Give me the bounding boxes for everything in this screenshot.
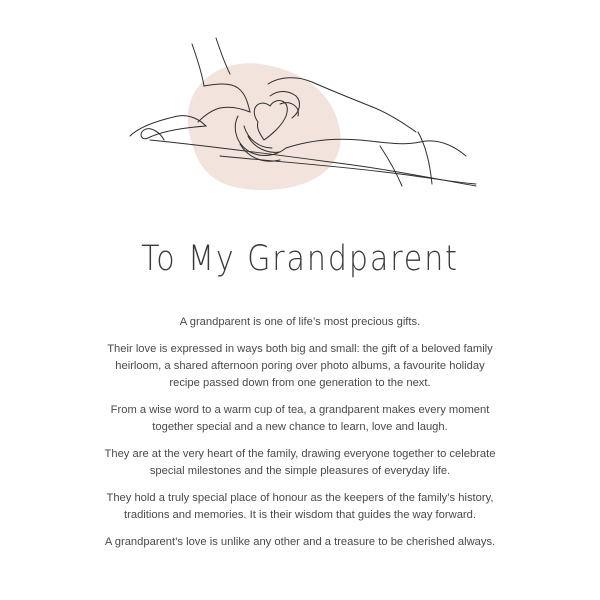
- body-text: [100, 314, 500, 561]
- page-title: To My Grandparent: [141, 239, 459, 279]
- paragraph: Their love is expressed in ways both big and small: the gift of a beloved family heirloom, a shared afternoon poring over photo albums, a favourite holiday recipe passed down from one generation to the next.: [107, 343, 493, 389]
- paragraph: They are at the very heart of the family, drawing everyone together to celebrate special milestones and the simple pleasures of everyday life.: [104, 448, 496, 477]
- blush-blob: [188, 63, 341, 190]
- right-sleeve-line: [380, 132, 432, 186]
- paragraph: A grandparent’s love is unlike any other and a treasure to be cherished always.: [104, 536, 496, 548]
- paragraph: They hold a truly special place of honour as the keepers of the family’s history, traditions and memories. It is their wisdom that guides the way forward.: [106, 492, 494, 521]
- paragraph: A grandparent is one of life’s most precious gifts.: [179, 316, 421, 328]
- hands-holding-heart-icon: [120, 36, 480, 196]
- paragraph: From a wise word to a warm cup of tea, a grandparent makes every moment together special and a new chance to learn, love and laugh.: [110, 404, 490, 433]
